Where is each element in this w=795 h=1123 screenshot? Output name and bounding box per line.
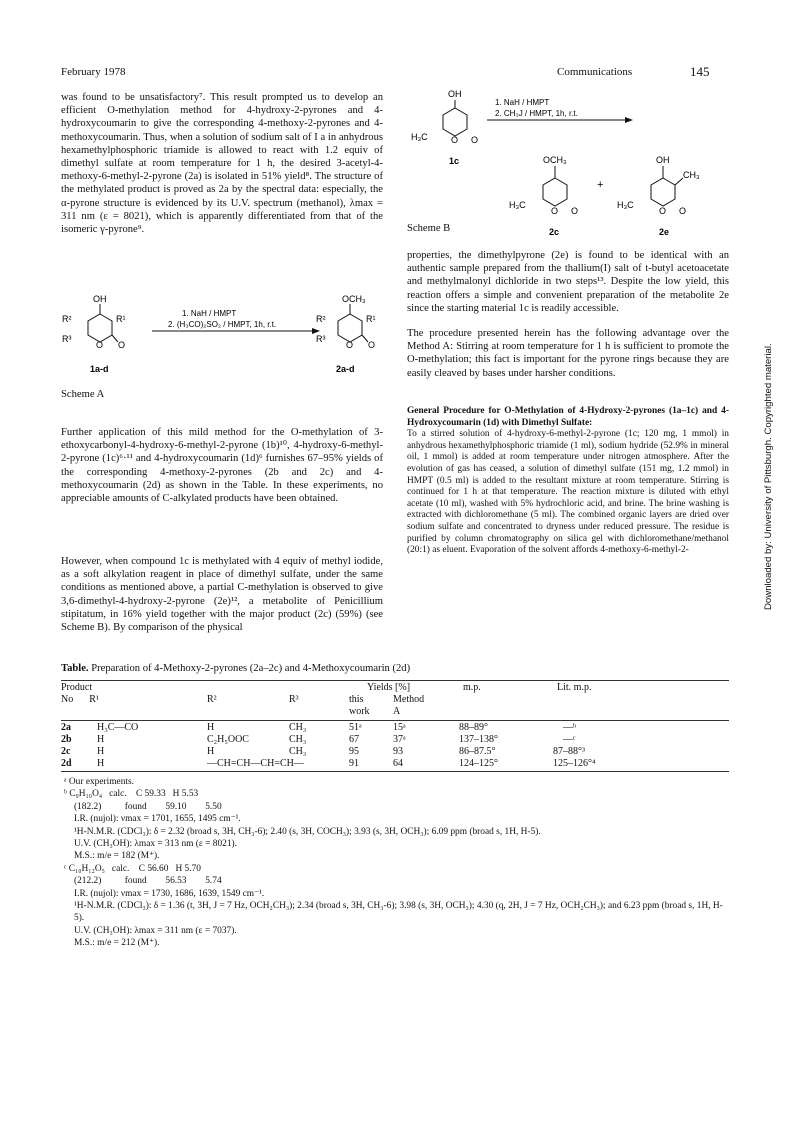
oh-label: OH xyxy=(448,89,462,99)
footnote-c-found: (212.2) found 56.53 5.74 xyxy=(74,876,222,887)
download-notice: Downloaded by: University of Pittsburgh. Copyrighted material. xyxy=(763,343,774,610)
procedure-body: To a stirred solution of 4-hydroxy-6-methyl-2-pyrone (1c; 120 mg, 1 mmol) in anhydrous hexamethylphosphoric triamide (1 ml), sodium hydride (52.9% in mineral oil, 1 mmol) is added at room temperature under nitrogen atmosphere. After the evolution of gas has ceased, a solution of dimethyl sulfate (151 mg, 1.2 mmol) in HMPT (0.5 ml) is added to the resultant mixture at room temperature. Stirring is continued for 1 h at that temperature. The reaction mixture is diluted with ethyl acetate (10 ml), washed with 5% hydrochloric acid, and brine. The brine washing is extracted with dichloromethane (5 ml). The combined organic layers are dried over sodium sulfate and concentrated to dryness under reduced pressure. The residue is purified by column chromatography on silica gel with dichloromethane/methanol (20:1) as eluent. Evaporation of the solvent affords 4-methoxy-6-methyl-2- xyxy=(407,429,729,556)
carbonyl-o-label: O xyxy=(679,206,687,216)
left-paragraph-3: However, when compound 1c is methylated with 4 equiv of methyl iodide, as a soft alkylation reagent in place of dimethyl sulfate, under the same conditions as mentioned above, a partial C-methylation is observed to give 3,6-dimethyl-4-hydroxy-2-pyrone (2e)¹², a metabolite of Penicillium stipitatum, in 16% yield together with the major product (2c) (59%) (see Scheme B). By comparison of the physical xyxy=(61,556,383,634)
ring-o-label: O xyxy=(551,206,559,216)
oh-label: OH xyxy=(93,294,107,304)
carbonyl-o-label: O xyxy=(368,340,376,350)
pyrone-ring-1c xyxy=(411,89,478,166)
carbonyl-o-label: O xyxy=(471,135,479,145)
h3c-label: H₃C xyxy=(509,200,526,210)
table-row: 2d H —CH=CH—CH=CH— 91 64 124–125° 125–126°⁴ xyxy=(61,758,596,769)
carbonyl-o-label: O xyxy=(118,340,126,350)
scheme-b-figure xyxy=(405,88,720,238)
pyrone-ring-2a-d xyxy=(316,294,376,374)
table-footnotes: ᵃ Our experiments. ᵇ C₉H₁₀O₄ calc. C 59.33 H 5.53 (182.2) found 59.10 5.50 I.R. (nujol): νmax = 1701, 1655, 1495 cm⁻¹. ¹H-N.M.R. (CDCl₃): δ = 2.32 (broad s, 3H, CH₃-6); 2.40 (s, 3H, COCH₃); 3.93 (s, 3H, OCH₃); 6.09 ppm (broad s, 1H, H-5). U.V. (CH₃OH): λmax = 313 nm (ε = 8021). M.S.: m/e = 182 (M⁺). ᶜ C₁₀H₁₂O₅ calc. C 56.60 H 5.70 (212.2) found 56.53 5.74 I.R. (nujol): νmax = 1730, 1686, 1639, 1549 cm⁻¹. ¹H-N.M.R. (CDCl₃): δ = 1.36 (t, 3H, J = 7 Hz, OCH₂CH₃); 2.34 (broad s, 3H, CH₃-6); 3.98 (s, 3H, OCH₃); 4.30 (q, 2H, J = 7 Hz, OCH₂CH₃); and 6.23 ppm (broad s, 1H, H-5). U.V. (CH₃OH): λmax = 311 nm (ε = 7037). M.S.: m/e = 212 (M⁺). xyxy=(64,777,723,949)
running-date: February 1978 xyxy=(61,66,126,78)
table-row: 2c H H CH₃ 95 93 86–87.5° 87–88°³ xyxy=(61,746,585,757)
pyrone-ring-2c xyxy=(509,155,578,237)
h3c-label: H₃C xyxy=(617,200,634,210)
ring-o-label: O xyxy=(659,206,667,216)
ch3-label: CH₃ xyxy=(683,170,700,180)
procedure xyxy=(407,406,729,557)
table-caption: Table. Preparation of 4-Methoxy-2-pyrones (2a–2c) and 4-Methoxycoumarin (2d) xyxy=(61,663,411,674)
reagent-line-1: 1. NaH / HMPT xyxy=(182,309,237,318)
right-paragraph-2: The procedure presented herein has the following advantage over the Method A: Stirring at room temperature for 1 h is sufficient to promote the O-methylation; this fact is important for the pyrone rings because they are easily cleaved by bases under harsher conditions. xyxy=(407,328,729,379)
pyrone-ring-1a-d xyxy=(62,294,126,374)
r1-label: R¹ xyxy=(116,314,126,324)
carbonyl-o-label: O xyxy=(571,206,579,216)
scheme-a-figure xyxy=(60,286,385,386)
compound-label-2e: 2e xyxy=(659,227,670,237)
footnote-b-formula: ᵇ C₉H₁₀O₄ calc. C 59.33 H 5.53 xyxy=(64,789,199,800)
left-paragraph-2: Further application of this mild method for the O-methylation of 3-ethoxycarbonyl-4-hydroxy-6-methyl-2-pyrone (1b)¹⁰, 4-hydroxy-6-methyl-2-pyrone (1c)⁶·¹¹ and 4-hydroxycoumarin (1d)⁶ furnishes 67–95% yields of the corresponding 4-methoxy-2-pyrones (2b and 2c) and 4-methoxycoumarin (2d) as shown in the Table. In these experiments, no appreciable amounts of C-alkylated products have been obtained. xyxy=(61,427,383,505)
right-paragraph-1: properties, the dimethylpyrone (2e) is found to be identical with an authentic sample prepared from the thallium(I) salt of t-butyl acetoacetate and methylmalonyl dichloride in two steps¹³. Despite the low yield, this reaction offers a simple and convenient preparation of the metabolite 2e since the starting material 1c is readily accessible. xyxy=(407,250,729,314)
pyrone-ring-2e xyxy=(617,155,700,237)
r2-label: R² xyxy=(62,314,72,324)
compound-label-2c: 2c xyxy=(549,227,560,237)
running-section: Communications xyxy=(557,66,633,78)
reagent-line-2: 2. (H₃CO)₂SO₂ / HMPT, 1h, r.t. xyxy=(168,320,277,329)
reagent-line-2: 2. CH₃J / HMPT, 1h, r.t. xyxy=(495,109,578,118)
r3-label: R³ xyxy=(316,334,326,344)
r1-label: R¹ xyxy=(366,314,376,324)
scheme-a-caption: Scheme A xyxy=(61,389,105,400)
scheme-b-caption: Scheme B xyxy=(407,223,451,234)
ring-o-label: O xyxy=(96,340,104,350)
left-paragraph-1: was found to be unsatisfactory⁷. This result prompted us to develop an efficient O-methylation method for 4-hydroxy-2-pyrones and 4-hydroxycoumarin to give the corresponding 4-methoxy-2-pyrones and 4-methoxycoumarin. Thus, when a solution of sodium salt of I a in anhydrous hexamethylphosphoric triamide is allowed to react with 1.2 equiv of dimethyl sulfate at room temperature for 1 h, the desired 3-acetyl-4-methoxy-6-methyl-2-pyrone (2a) is isolated in 51% yield⁸. The structure of the methylated product is proved as 2a by the spectral data: especially, the α-pyrone structure is evidenced by its U.V. spectrum (methanol), λmax = 311 nm (ε = 8021), which is apparently differentiated from that of the isomeric γ-pyrone⁹. xyxy=(61,92,383,236)
h3c-label: H₃C xyxy=(411,132,428,142)
table-body xyxy=(61,722,729,770)
table-rule-bottom xyxy=(61,771,729,772)
reagent-line-1: 1. NaH / HMPT xyxy=(495,98,550,107)
table-row: 2a H₃C—CO H CH₃ 51ᵃ 15ᵃ 88–89° —ᵇ xyxy=(61,722,577,733)
compound-label-1a-d: 1a-d xyxy=(90,364,109,374)
plus-sign: + xyxy=(597,179,604,191)
footnote-a: ᵃ Our experiments. xyxy=(64,777,134,787)
page-number: 145 xyxy=(690,64,710,79)
table-row: 2b H C₂H₅OOC CH₃ 67 37ᵃ 137–138° —ᶜ xyxy=(61,734,576,745)
och3-label: OCH₃ xyxy=(543,155,567,165)
r2-label: R² xyxy=(316,314,326,324)
footnote-c-formula: ᶜ C₁₀H₁₂O₅ calc. C 56.60 H 5.70 xyxy=(64,863,201,874)
ring-o-label: O xyxy=(346,340,354,350)
procedure-title: General Procedure for O-Methylation of 4-Hydroxy-2-pyrones (1a–1c) and 4-Hydroxycoumarin (1d) with Dimethyl Sulfate: xyxy=(407,406,729,428)
compound-label-1c: 1c xyxy=(449,156,460,166)
och3-label: OCH₃ xyxy=(342,294,366,304)
ring-o-label: O xyxy=(451,135,459,145)
oh-label: OH xyxy=(656,155,670,165)
table-header: Product Yields [%] m.p. Lit. m.p. No R¹ R² R³ this Method work A xyxy=(61,682,592,717)
compound-label-2a-d: 2a-d xyxy=(336,364,355,374)
table-rule-mid xyxy=(61,720,729,721)
footnote-b-found: (182.2) found 59.10 5.50 xyxy=(74,801,222,812)
table-rule-top xyxy=(61,680,729,681)
r3-label: R³ xyxy=(62,334,72,344)
